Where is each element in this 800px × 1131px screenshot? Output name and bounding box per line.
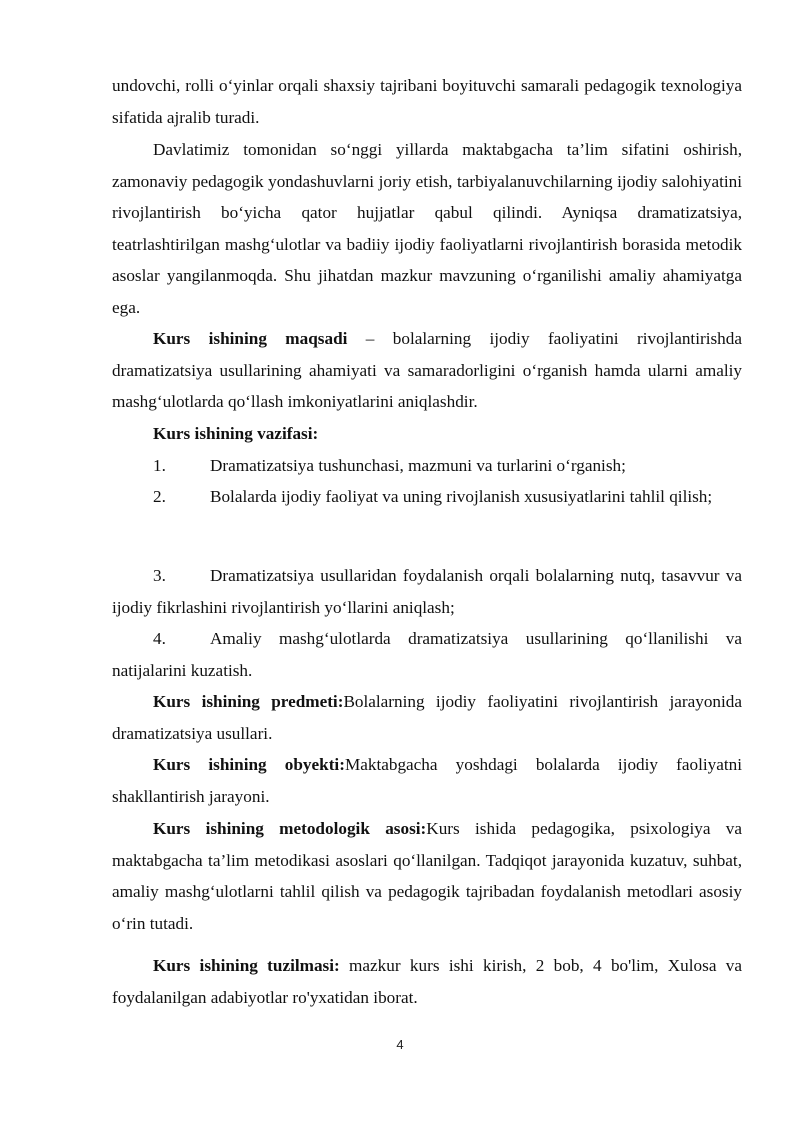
task-item [112, 481, 742, 513]
task-item [112, 450, 742, 482]
task-number: 2. [153, 487, 166, 506]
paragraph-structure [112, 950, 742, 1013]
subject-label: Kurs ishining predmeti: [153, 692, 344, 711]
paragraph-state-policy: Davlatimiz tomonidan so‘nggi yillarda maktabgacha ta’lim sifatini oshirish, zamonaviy pedagogik yondashuvlarni joriy etish, tarbiyalanuvchilarning ijodiy salohiyatini rivojlantirish bo‘yicha qator hujjatlar qabul qilindi. Ayniqsa dramatizatsiya, teatrlashtirilgan mashg‘ulotlar va badiiy ijodiy faoliyatlarni rivojlantirish borasida metodik asoslar yangilanmoqda. Shu jihatdan mazkur mavzuning o‘rganilishi amaliy ahamiyatga ega. [112, 140, 742, 317]
task-text: Bolalarda ijodiy faoliyat va uning rivojlanish xususiyatlarini tahlil qilish; [210, 487, 713, 506]
task-item [112, 623, 742, 686]
task-text: Amaliy mashg‘ulotlarda dramatizatsiya usullarining qo‘llanilishi va natijalarini kuzatish. [112, 629, 742, 680]
methodology-text: Kurs ishida pedagogika, psixologiya va maktabgacha ta’lim metodikasi asoslari qo‘llanilgan. Tadqiqot jarayonida kuzatuv, suhbat, amaliy mashg‘ulotlarni tahlil qilish va pedagogik tajribadan foydalanish metodlari asosiy o‘rin tutadi. [112, 819, 742, 933]
methodology-label: Kurs ishining metodologik asosi: [153, 819, 427, 838]
task-text: Dramatizatsiya usullaridan foydalanish orqali bolalarning nutq, tasavvur va ijodiy fikrlashini rivojlantirish yo‘llarini aniqlash; [112, 566, 742, 617]
task-item [112, 560, 742, 623]
task-number: 4. [153, 629, 166, 648]
goal-label: Kurs ishining maqsadi [153, 329, 348, 348]
structure-label: Kurs ishining tuzilmasi: [153, 956, 340, 975]
paragraph-object [112, 749, 742, 812]
paragraph-goal [112, 323, 742, 418]
paragraph-methodology [112, 813, 742, 939]
structure-text: mazkur kurs ishi kirish, 2 bob, 4 bo'lim, Xulosa va foydalanilgan adabiyotlar ro'yxatidan iborat. [112, 956, 742, 1007]
tasks-heading: Kurs ishining vazifasi: [153, 424, 319, 443]
task-number: 3. [153, 566, 166, 585]
page-number: 4 [396, 1037, 404, 1052]
paragraph-subject [112, 686, 742, 749]
goal-text: – bolalarning ijodiy faoliyatini rivojlantirishda dramatizatsiya usullarining ahamiyati va samaradorligini o‘rganish hamda ularni amaliy mashg‘ulotlarda qo‘llash imkoniyatlarini aniqlashdir. [112, 329, 742, 412]
task-number: 1. [153, 456, 166, 475]
object-label: Kurs ishining obyekti: [153, 755, 345, 774]
object-text: Maktabgacha yoshdagi bolalarda ijodiy faoliyatni shakllantirish jarayoni. [112, 755, 742, 806]
subject-text: Bolalarning ijodiy faoliyatini rivojlantirish jarayonida dramatizatsiya usullari. [112, 692, 742, 743]
task-text: Dramatizatsiya tushunchasi, mazmuni va turlarini o‘rganish; [210, 456, 626, 475]
paragraph-intro-continuation: undovchi, rolli o‘yinlar orqali shaxsiy tajribani boyituvchi samarali pedagogik texnologiya sifatida ajralib turadi. [112, 76, 742, 127]
